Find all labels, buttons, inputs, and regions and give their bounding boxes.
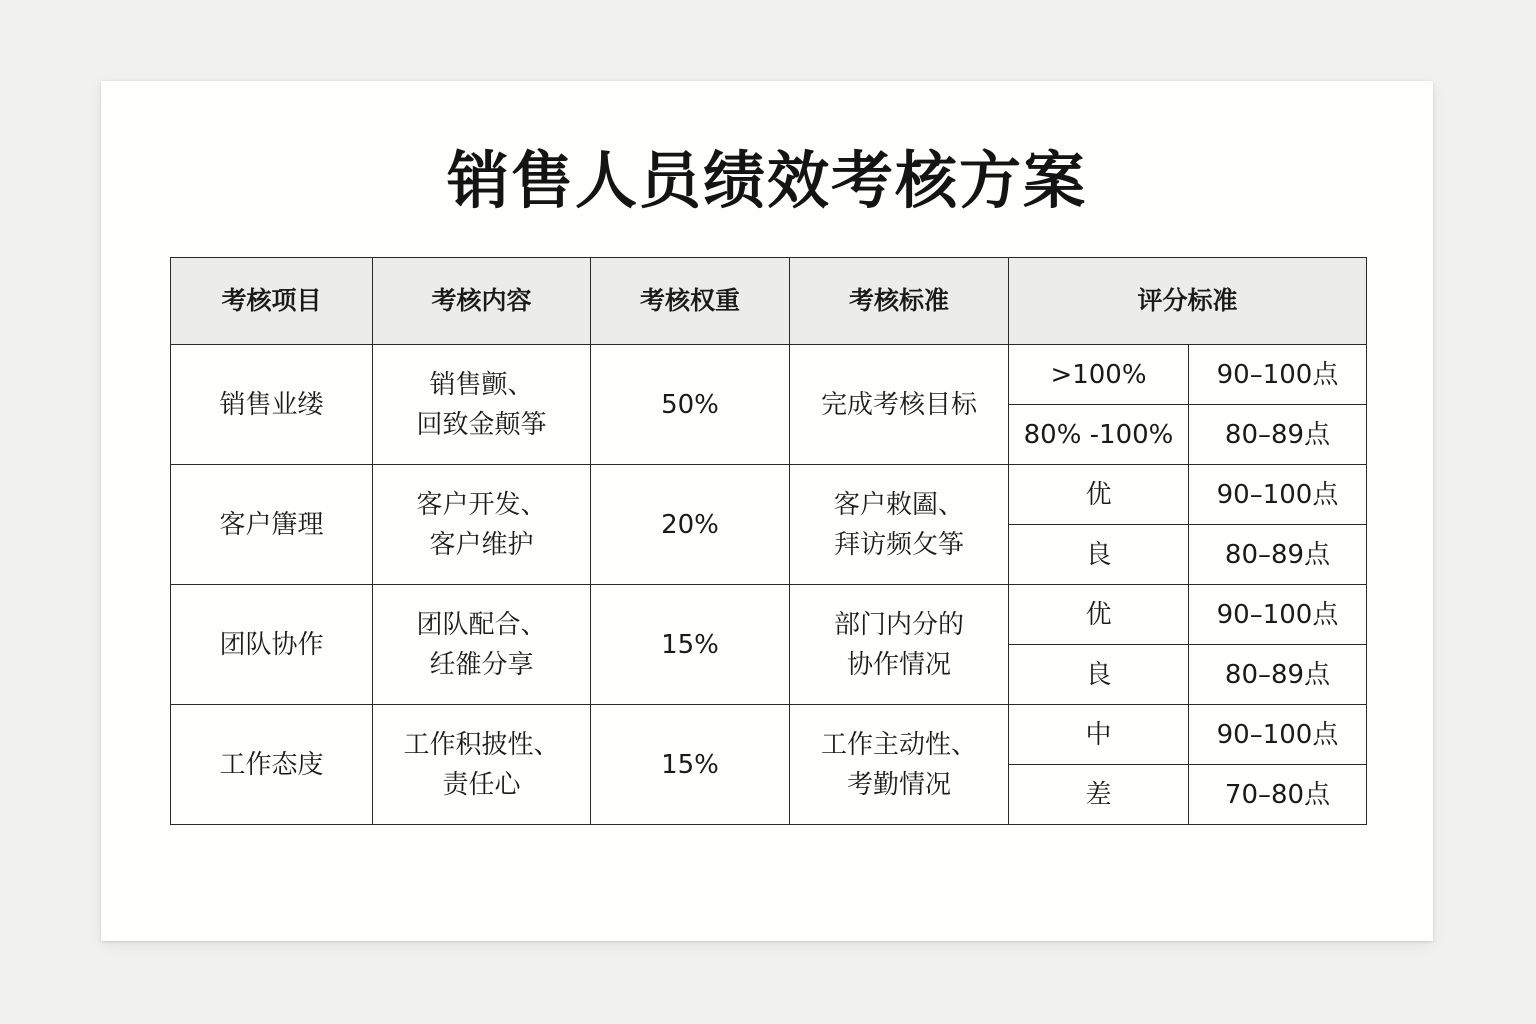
content-line: 工作积披性、 [403, 729, 560, 760]
score-level-cell: 良 [1009, 645, 1189, 705]
standard-cell [790, 345, 1009, 465]
table-row [171, 345, 1367, 405]
item-cell: 工作态庋 [171, 705, 373, 825]
weight-cell: 50% [591, 345, 790, 465]
content-cell [373, 465, 591, 585]
standard-line: 工作主动性、 [820, 729, 977, 760]
standard-line: 部门内分的 [833, 609, 964, 640]
score-level-cell: 优 [1009, 465, 1189, 525]
table-row [171, 585, 1367, 645]
content-cell [373, 345, 591, 465]
score-points-cell: 80–89点 [1189, 525, 1367, 585]
score-points-cell: 90–100点 [1189, 585, 1367, 645]
score-points-cell: 90–100点 [1189, 705, 1367, 765]
score-level-cell: 中 [1009, 705, 1189, 765]
standard-line: 考勤情况 [846, 769, 951, 800]
content-line: 团队配合、 [416, 609, 547, 640]
standard-cell [790, 465, 1009, 585]
content-line: 客户开发、 [416, 489, 547, 520]
document-sheet [101, 81, 1433, 941]
item-cell: 销售业缕 [171, 345, 373, 465]
item-cell: 客户篖理 [171, 465, 373, 585]
score-level-cell: 良 [1009, 525, 1189, 585]
content-line: 回致金颠筝 [416, 409, 547, 440]
standard-cell [790, 705, 1009, 825]
score-points-cell: 80–89点 [1189, 645, 1367, 705]
weight-cell: 15% [591, 585, 790, 705]
score-level-cell: 80% -100% [1009, 405, 1189, 465]
score-points-cell: 70–80点 [1189, 765, 1367, 825]
item-cell: 团队协作 [171, 585, 373, 705]
header-cell: 评分标准 [1009, 258, 1367, 345]
score-level-cell: 优 [1009, 585, 1189, 645]
document-title: 销售人员绩效考核方案 [446, 144, 1087, 217]
header-cell: 考核权重 [591, 258, 790, 345]
header-cell: 考核标准 [790, 258, 1009, 345]
table-row [171, 465, 1367, 525]
weight-cell: 20% [591, 465, 790, 585]
standard-line: 拜访频攵筝 [833, 529, 964, 560]
score-points-cell: 90–100点 [1189, 345, 1367, 405]
table-header-row [171, 258, 1367, 345]
header-cell: 考核内容 [373, 258, 591, 345]
score-level-cell: >100% [1009, 345, 1189, 405]
weight-cell: 15% [591, 705, 790, 825]
content-line: 客户维护 [429, 529, 534, 560]
assessment-table [170, 257, 1367, 825]
content-line: 责任心 [442, 769, 521, 800]
content-line: 纴雒分享 [429, 649, 534, 680]
table-row [171, 705, 1367, 765]
content-cell [373, 585, 591, 705]
header-cell: 考核项目 [171, 258, 373, 345]
standard-cell [790, 585, 1009, 705]
score-points-cell: 90–100点 [1189, 465, 1367, 525]
score-points-cell: 80–89点 [1189, 405, 1367, 465]
standard-line: 客户敕圔、 [833, 489, 964, 520]
content-line: 销售颤、 [429, 369, 534, 400]
score-level-cell: 差 [1009, 765, 1189, 825]
content-cell [373, 705, 591, 825]
standard-line: 完成考核目标 [820, 389, 977, 420]
standard-line: 协作情况 [846, 649, 951, 680]
